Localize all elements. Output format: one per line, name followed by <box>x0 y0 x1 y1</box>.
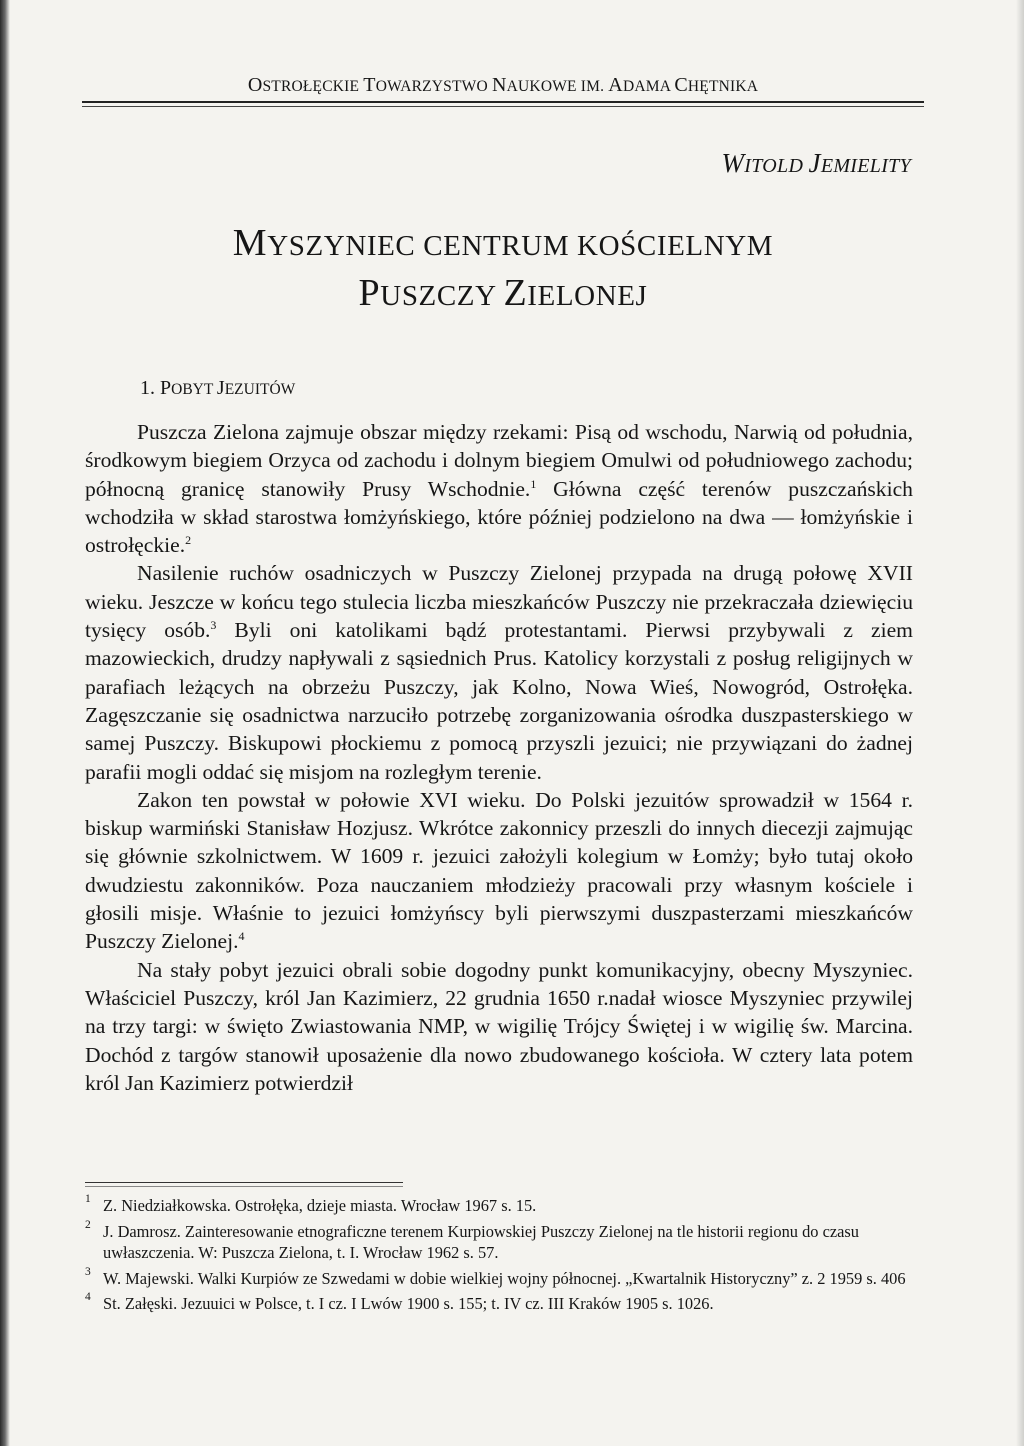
article-title-line-2: PUSZCZY ZIELONEJ <box>358 272 648 314</box>
footnote-number: 4 <box>85 1291 91 1303</box>
page-edge <box>1016 0 1024 1446</box>
article-body <box>85 418 913 1097</box>
footnote-ref-1: 1 <box>530 476 537 491</box>
paragraph-2: Nasilenie ruchów osadniczych w Puszczy Zielonej przypada na drugą połowę XVII wieku. Jeszcze w końcu tego stulecia liczba mieszkańców Puszczy nie przekraczała dziewięciu tysięcy osób.$^3$ Byli oni katolikami bądź protestantami. Pierwsi przybywali z ziem mazowieckich, drudzy napływali z sąsiednich Prus. Katolicy korzystali z posług religijnych w parafiach leżących na obrzeżu Puszczy, jak Kolno, Nowa Wieś, Nowogród, Ostrołęka. Zagęszczanie się osadnictwa narzuciło potrzebę zorganizowania ośrodka duszpasterskiego w samej Puszczy. Biskupowi płockiemu z pomocą przyszli jezuici; nie przywiązani do żadnej parafii mogli oddać się misjom na rozległym terenie. <box>85 561 913 784</box>
footnotes <box>85 1195 913 1319</box>
footnote-4 <box>85 1293 913 1315</box>
page-binding-shadow <box>0 0 10 1446</box>
footnote-number: 1 <box>85 1193 91 1205</box>
footnote-rule-thin <box>85 1186 403 1187</box>
header-rule-thin <box>82 106 924 107</box>
footnote-ref-2: 2 <box>185 533 192 547</box>
running-header: OSTROŁĘCKIE TOWARZYSTWO NAUKOWE IM. ADAMA CHĘTNIKA <box>247 74 759 96</box>
footnote-number: 2 <box>85 1218 91 1231</box>
paragraph-4: Na stały pobyt jezuici obrali sobie dogodny punkt komunikacyjny, obecny Myszyniec. Właściciel Puszczy, król Jan Kazimierz, 22 grudnia 1650 r.nadał wiosce Myszyniec przywilej na trzy targi: w święto Zwiastowania NMP, w wigilię Trójcy Świętej i w wigilię św. Marcina. Dochód z targów stanowił uposażenie dla nowo zbudowanego kościoła. W cztery lata potem król Jan Kazimierz potwierdził <box>85 957 913 1095</box>
footnote-text: J. Damrosz. Zainteresowanie etnograficzne terenem Kurpiowskiej Puszczy Zielonej na tle historii regionu do czasu uwłaszczenia. W: Puszcza Zielona, t. I. Wrocław 1962 s. 57. <box>103 1221 859 1262</box>
paragraph-3: Zakon ten powstał w połowie XVI wieku. Do Polski jezuitów sprowadził w 1564 r. biskup warmiński Stanisław Hozjusz. Wkrótce zakonnicy przeszli do innych diecezji zajmując się głównie szkolnictwem. W 1609 r. jezuici założyli kolegium w Łomży; było tutaj około dwudziestu zakonników. Poza nauczaniem młodzieży pracowali przy własnym kościele i głosili misje. Właśnie to jezuici łomżyńscy byli pierwszymi duszpasterzami mieszkańców Puszczy Zielonej.$^4$ <box>85 787 913 954</box>
footnote-text: St. Załęski. Jezuuici w Polsce, t. I cz. I Lwów 1900 s. 155; t. IV cz. III Kraków 1905 s. 1026. <box>103 1294 714 1313</box>
footnote-ref-3: 3 <box>210 617 217 632</box>
footnote-ref-4: 4 <box>238 929 245 944</box>
footnote-number: 3 <box>85 1265 91 1278</box>
paragraph-1: Puszcza Zielona zajmuje obszar między rzekami: Pisą od wschodu, Narwią od południa, środkowym biegiem Orzyca od zachodu i dolnym biegiem Omulwi od południowego zachodu; północną granicę stanowiły Prusy Wschodnie.$^1$ Główna część terenów puszczańskich wchodziła w skład starostwa łomżyńskiego, które później podzielono na dwa — łomżyńskie i ostrołęckie.$^2$ <box>85 420 913 558</box>
footnote-text: Z. Niedziałkowska. Ostrołęka, dzieje miasta. Wrocław 1967 s. 15. <box>103 1196 537 1215</box>
author-name: WITOLD JEMIELITY <box>721 148 911 178</box>
footnote-1 <box>85 1195 913 1217</box>
footnote-rule <box>85 1182 403 1183</box>
header-rule <box>82 101 924 103</box>
section-heading: 1. POBYT JEZUITÓW <box>140 377 296 399</box>
footnote-text: W. Majewski. Walki Kurpiów ze Szwedami w dobie wielkiej wojny północnej. „Kwartalnik Historyczny” z. 2 1959 s. 406 <box>103 1268 906 1288</box>
footnote-2 <box>85 1218 913 1264</box>
footnote-3 <box>85 1265 913 1290</box>
article-title-line-1: MYSZYNIEC CENTRUM KOŚCIELNYM <box>232 222 774 264</box>
